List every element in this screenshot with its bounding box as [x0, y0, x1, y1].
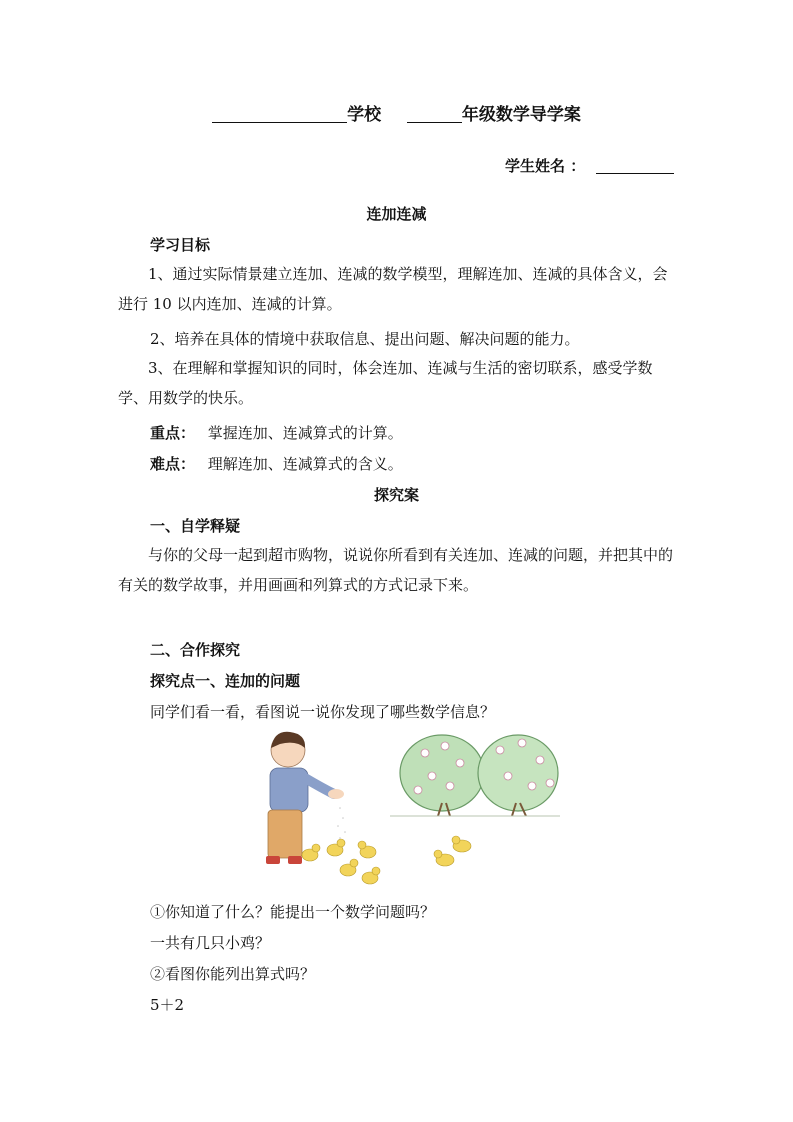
objectives-heading: 学习目标	[150, 236, 211, 254]
objective-1: 1、通过实际情景建立连加、连减的数学模型，理解连加、连减的具体含义，会进行 10 以内连加、连减的计算。	[118, 265, 668, 313]
objective-3: 3、在理解和掌握知识的同时，体会连加、连减与生活的密切联系，感受学数学、用数学的快乐。	[118, 359, 653, 407]
key-text: 掌握连加、连减算式的计算。	[207, 424, 403, 442]
explore-title: 探究案	[373, 486, 419, 504]
difficult-label: 难点：	[150, 455, 196, 473]
question-2-answer: 5＋2	[150, 996, 185, 1014]
key-point	[150, 422, 403, 443]
lesson-title: 连加连减	[366, 205, 427, 223]
bushes	[400, 735, 558, 816]
school-blank	[212, 122, 347, 123]
difficult-point	[150, 453, 403, 474]
grade-label: 年级数学导学案	[461, 105, 581, 125]
picture-prompt: 同学们看一看，看图说一说你发现了哪些数学信息？	[150, 703, 496, 721]
question-2: ②看图你能列出算式吗？	[150, 965, 316, 983]
key-label: 重点：	[150, 424, 196, 442]
grade-blank	[407, 122, 462, 123]
point1-heading: 探究点一、连加的问题	[150, 672, 301, 690]
section2-heading: 二、合作探究	[150, 641, 241, 659]
header-title	[0, 100, 793, 125]
student-name-line	[505, 155, 674, 176]
school-label: 学校	[347, 105, 382, 125]
chicks	[302, 836, 471, 884]
difficult-text: 理解连加、连减算式的含义。	[207, 455, 403, 473]
boy-feeding-chicks-illustration	[250, 728, 570, 893]
grain-seeds	[337, 807, 346, 839]
section1-heading: 一、自学释疑	[150, 517, 241, 535]
section1-text: 与你的父母一起到超市购物，说说你所看到有关连加、连减的问题，并把其中的有关的数学故事，并用画画和列算式的方式记录下来。	[118, 546, 674, 594]
student-name-label: 学生姓名 ：	[505, 157, 586, 175]
student-name-blank	[596, 173, 674, 174]
objective-2: 2、培养在具体的情境中获取信息、提出问题、解决问题的能力。	[150, 330, 580, 348]
question-1-answer: 一共有几只小鸡？	[150, 934, 271, 952]
question-1: ①你知道了什么？能提出一个数学问题吗？	[150, 903, 436, 921]
